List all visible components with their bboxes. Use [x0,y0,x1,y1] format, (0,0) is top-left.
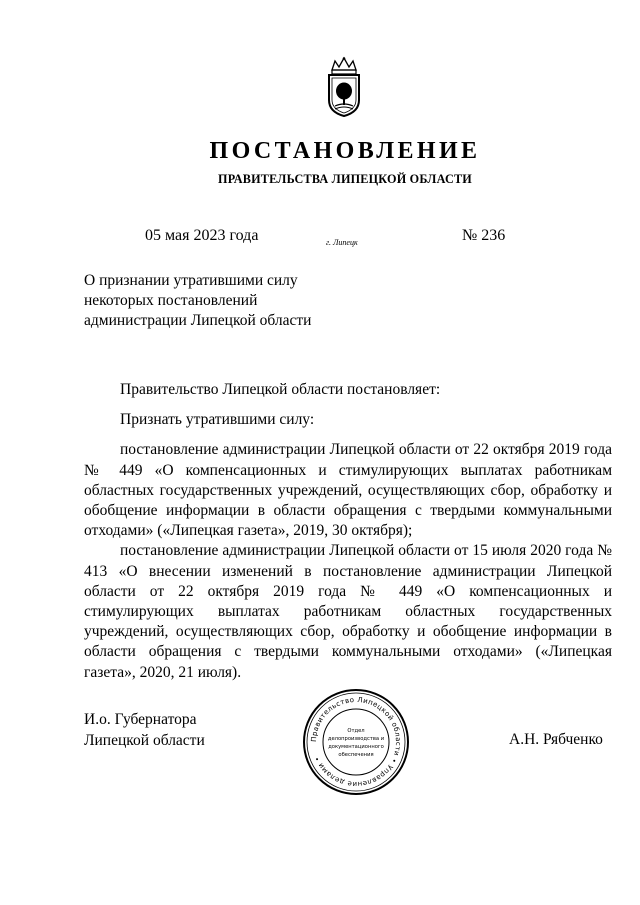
signer-position [84,710,205,751]
document-subtitle: ПРАВИТЕЛЬСТВА ЛИПЕЦКОЙ ОБЛАСТИ [218,172,472,186]
document-number: № 236 [462,227,506,244]
document-subject [84,271,311,331]
svg-text:Правительство Липецкой области [310,696,402,788]
stamp-center-line: документационного [328,744,384,750]
document-city: г. Липецк [326,238,358,247]
subject-line: администрации Липецкой области [84,312,312,329]
stamp-center-line: обеспечения [338,752,374,758]
stamp-center-line: делопроизводства и [327,736,385,742]
subject-line: О признании утратившими силу [84,272,298,289]
lipetsk-coat-of-arms-icon [324,56,364,118]
body-paragraph: Правительство Липецкой области постановляет: [120,381,441,398]
body-paragraph: Признать утратившими силу: [120,411,315,429]
official-stamp [300,686,412,798]
stamp-ring-text: Правительство Липецкой области • Управление делами • [309,695,403,789]
signer-position-line: И.о. Губернатора [84,711,197,728]
document-title: ПОСТАНОВЛЕНИЕ [209,138,481,164]
document-body [84,380,612,683]
document-date: 05 мая 2023 года [145,227,259,244]
signer-name: А.Н. Рябченко [509,731,603,748]
body-paragraph: постановление администрации Липецкой области от 15 июля 2020 года № 413 «О внесении изменений в постановление администрации Липецкой области от 22 октября 2019 года № 449 «О компенсационных и стимулирующих выплатах работникам областных государственных учреждений, осуществляющих сбор, обработку и обобщение информации в области обращения с твердыми коммунальными отходами» («Липецкая газета», 2020, 21 июля). [84,542,612,681]
subject-line: некоторых постановлений [84,292,258,309]
signer-position-line: Липецкой области [84,731,205,749]
stamp-center-line: Отдел [347,728,365,734]
body-paragraph: постановление администрации Липецкой области от 22 октября 2019 года № 449 «О компенсационных и стимулирующих выплатах работникам областных государственных учреждений, осуществляющих сбор, обработку и обобщение информации в области обращения с твердыми коммунальными отходами» («Липецкая газета», 2019, 30 октября); [84,441,612,540]
